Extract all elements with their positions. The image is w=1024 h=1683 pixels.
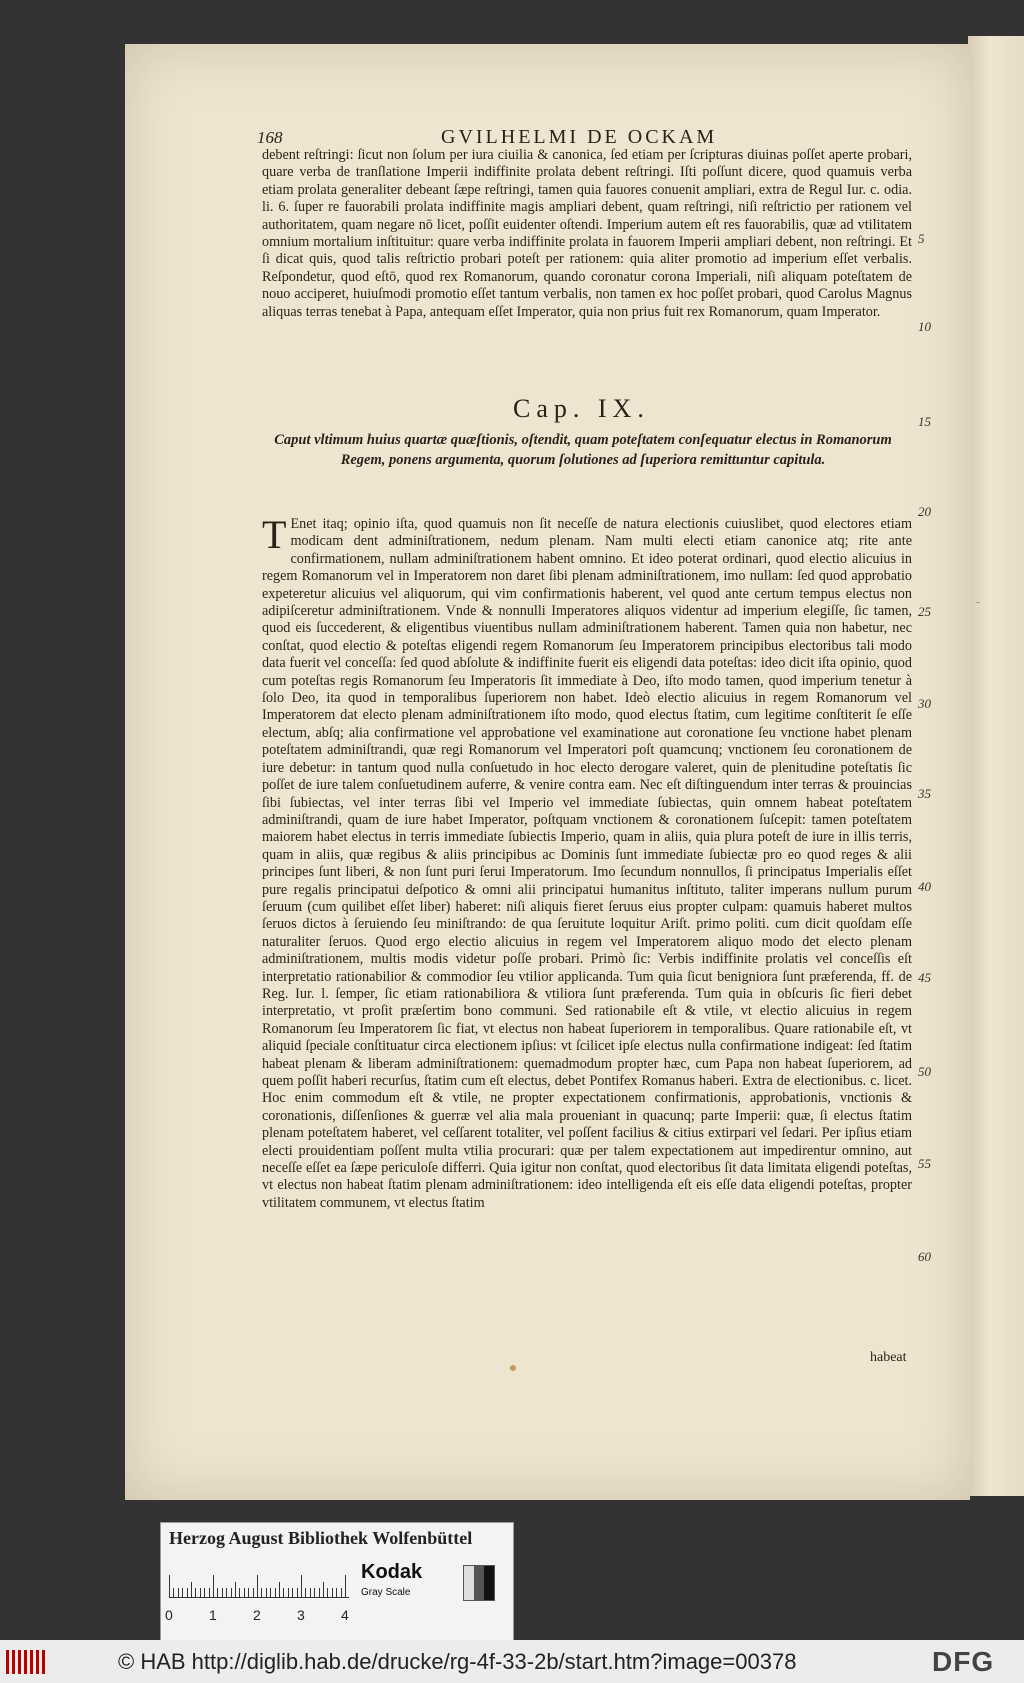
ruler-tick: [195, 1588, 196, 1597]
ruler-tick: [173, 1588, 174, 1597]
kodak-label: Kodak: [361, 1561, 423, 1583]
ruler-tick: [204, 1588, 205, 1597]
line-number: 60: [918, 1249, 931, 1264]
ruler-tick: [341, 1588, 342, 1597]
ruler-tick: [248, 1588, 249, 1597]
line-number: 55: [918, 1156, 931, 1171]
ruler-tick: [235, 1582, 236, 1597]
line-number: 20: [918, 504, 931, 519]
ruler-tick: [178, 1588, 179, 1597]
ruler-tick: [297, 1588, 298, 1597]
ruler-tick: [305, 1588, 306, 1597]
ruler-tick: [191, 1582, 192, 1597]
line-number: 45: [918, 970, 931, 985]
gray-patches: [463, 1565, 495, 1601]
ruler-number: 3: [297, 1607, 305, 1623]
drop-cap: T: [262, 512, 287, 557]
ruler-tick: [301, 1575, 302, 1597]
ruler-tick: [209, 1588, 210, 1597]
ruler-tick: [336, 1588, 337, 1597]
page-number: 168: [257, 128, 283, 147]
ruler-tick: [332, 1588, 333, 1597]
ruler-tick: [231, 1588, 232, 1597]
ruler-tick: [345, 1575, 346, 1597]
ruler-tick: [182, 1588, 183, 1597]
page-blemish: [510, 1365, 516, 1371]
ruler-tick: [213, 1575, 214, 1597]
ruler-number: 1: [209, 1607, 217, 1623]
ruler-tick: [314, 1588, 315, 1597]
line-number: 5: [918, 231, 925, 246]
ruler-tick: [169, 1575, 170, 1597]
footer-url[interactable]: © HAB http://diglib.hab.de/drucke/rg-4f-33-2b/start.htm?image=00378: [118, 1649, 797, 1674]
library-color-card: [160, 1522, 514, 1650]
ruler-tick: [244, 1588, 245, 1597]
ruler-tick: [200, 1588, 201, 1597]
ruler-tick: [310, 1588, 311, 1597]
ruler-tick: [239, 1588, 240, 1597]
ruler-tick: [222, 1588, 223, 1597]
line-number: 50: [918, 1064, 931, 1079]
chapter-text: [262, 512, 912, 1212]
ruler-tick: [279, 1582, 280, 1597]
chapter-summary: Caput vltimum huius quartæ quæſtionis, oſtendit, quam poteſtatem conſequatur electus in Romanorum Regem, ponens argumenta, quorum ſolutiones ad ſuperiora remittuntur capitula.: [274, 432, 892, 468]
ruler-tick: [283, 1588, 284, 1597]
ruler-tick: [275, 1588, 276, 1597]
barcode-icon: [6, 1650, 46, 1674]
ruler-tick: [187, 1588, 188, 1597]
facing-page-edge: [968, 36, 1024, 1496]
line-number: 40: [918, 879, 931, 894]
facing-page-mark: -: [976, 596, 980, 608]
ruler-tick: [257, 1575, 258, 1597]
ruler-tick: [292, 1588, 293, 1597]
line-number: 15: [918, 414, 931, 429]
chapter-text-body: Enet itaq; opinio iſta, quod quamuis non ſit neceſſe de natura electionis cuiuslibet, quod electores etiam modicam dent adminiſtrationem, nedum plenam. Nam multi electi etiam canonice atq; rite ante confirmationem, nullam adminiſtrationem habent omnino. Et ideo poterat ordinari, quod electio alicuius in regem Romanorum vel in Imperatorem non daret ſibi plenam adminiſtrationem, imo nullam: ſed quod approbatio expeteretur alicuius vel aliquorum, qui vim confirmationis haberent, vel quod ante certum tempus electus non adipiſceretur adminiſtrationem. Vnde & nonnulli Imperatores aliquos videntur ad imperium elegiſſe, ſic tamen, quod eis ſuccederent, & eligentibus viuentibus nullam adminiſtrationem haberent. Tamen quia non habetur, nec conſtat, quod electio & poteſtas eligendi regem Romanorum ſeu Imperatorem principibus electoribus tali modo data fuerit vel conceſſa: ſed quod abſolute & indiffinite fuerit eis eligendi data poteſtas: ideo dicit iſta opinio, quod cum poteſtas regis Romanorum ſeu Imperatoris ſit immediate à Deo, iſto modo tamen, quod imperium tenetur à ſolo Deo, ita quod in temporalibus ſuperiorem non habet. Ideò electio alicuius in regem Romanorum vel Imperatorem dat electo plenam adminiſtrationem iſto modo, quod electus ſtatim, cum legitime conſtiterit ſe eſſe electum, abſq; alia confirmatione vel approbatione vel examinatione aut coronatione ſeu vnctione habet plenam poteſtatem adminiſtrandi, quæ regi Romanorum vel Imperatori poſt quamcunq; vnctionem ſeu coronationem de iure debetur: in tantum quod nulla conſuetudo in hoc electo derogare valeret, quin de plenitudine poteſtatis ſic poſſet de iure talem conſuetudinem auferre, & venire contra eam. Nec eſt diſtinguendum inter terras & prouincias ſibi ſubiectas, vel inter terras ſibi vel Imperio vel immediate ſubiectas, quin omnem habeat poteſtatem adminiſtrandi, quam de iure habet Imperator, poſtquam vnctionem & coronationem ſuſcepit: tamen poteſtatem maiorem habet electus in terris immediate ſubiectis Imperio, quam in aliis, quia plura poteſt de iure in illis terris, quam in aliis, quæ regibus & aliis principibus ac Dominis ſunt immediate ſubiectæ pro eo quod reges & alii principes ſunt liberi, & non ſunt puri ſerui Imperatorum. Imo ſecundum nonnullos, ſi principatus Imperialis eſſet pure regalis principatui deſpotico & omni alii principatui humanitus inſtituto, taliter imperans nullum purum ſeruum (cum quilibet eſſet liber) haberet: niſi aliquis fieret ſeruus eius propter culpam: quamuis haberet multos ſeruos dictos à ſeruiendo ſeu miniſtrando: de qua ſeruitute loquitur Ariſt. primo politi. cum dicit quoſdam eſſe naturaliter ſeruos. Quod ergo electio alicuius in regem vel Imperatorem aliquo modo det electo plenam adminiſtrationem, multis modis videtur poſſe probari. Primò ſic: Verbis indiffinite prolatis vel conceſſis eſt interpretatio rationabilior & commodior ſeu vtilior applicanda. Tum quia ſicut benigniora ſunt præferenda, ff. de Reg. Iur. l. ſemper, ſic etiam rationabiliora & vtiliora ſunt præferenda. Tum quia in obſcuris ſic fieri debet interpretatio, vt proſit præſertim bono communi. Sed rationabile eſt & vtile, vt electio alicuius in regem Romanorum ſeu Imperatorem ſic fiat, vt electus non habeat ſuperiorem in temporalibus. Quare rationabile eſt, vt aliquid ſpeciale conſtituatur circa electionem ipſius: vt ſcilicet ipſe electus nulla confirmatione indigeat: ſed ſtatim habeat plenam & liberam adminiſtrationem: quemadmodum propter hæc, cum Papa non habeat ſuperiorem, ad quem poſſit haberi recurſus, ſtatim cum eſt electus, debet Pontifex Romanus haberi. Extra de electionibus. c. licet. Hoc enim commodum eſt & vtile, ne propter expectationem confirmationis, approbationis, vnctionis & coronationis, diſſenſiones & guerræ vel alia mala proueniant in quacunq; parte Imperii: quæ, ſi electus ſtatim plenam poteſtatem haberet, vel ceſſarent totaliter, vel poſſent facilius & citius extirpari vel ſedari. Per ipſius etiam electi prouidentiam poſſent multa vtilia procurari: quæ per talem expectationem aut impedirentur omnino, aut neceſſe eſſet ea ſæpe periculoſe differri. Quia igitur non conſtat, quod electoribus ſit data limitata eligendi poteſtas, vt electus non habeat ſtatim plenam adminiſtrationem: ideo intelligenda eſt eis eſſe data eligendi poteſtas, propter vtilitatem communem, vt electus ſtatim: [262, 516, 912, 1211]
dfg-logo: DFG: [932, 1646, 995, 1677]
ruler-number: 0: [165, 1607, 173, 1623]
kodak-sub-label: Gray Scale: [361, 1587, 411, 1598]
ruler-tick: [288, 1588, 289, 1597]
footer-bar: [0, 1640, 1024, 1683]
line-number: 35: [918, 786, 931, 801]
ruler-tick: [226, 1588, 227, 1597]
header-title: GVILHELMI DE OCKAM: [441, 126, 718, 148]
paragraph-continuation: debent reſtringi: ſicut non ſolum per iura ciuilia & canonica, ſed etiam per ſcripturas diuinas poſſet aperte probari, quare verba de tranſlatione Imperii indiffinite prolata debent reſtringi. Iſti poſſunt dicere, quod quamuis verba etiam prolata generaliter debeant ſæpe reſtringi, tamen quia fauores conuenit ampliari, extra de Regul Iur. c. odia. li. 6. ſuper re fauorabili prolata indiffinite magis ampliari debent, quam reſtringi, niſi reſtrictio per rationem vel authoritatem, quam negare nō licet, poſſit euidenter oſtendi. Imperium autem eſt res fauorabilis, quæ ad vtilitatem omnium mortalium inſtituitur: quare verba indiffinite prolata in fauorem Imperii ampliari debent, non reſtringi. Et ſi dicat quis, quod talis reſtrictio probari poteſt per rationem: quia aliter promotio ad imperium eſſet verbalis. Reſpondetur, quod eſtō, quod rex Romanorum, quando coronatur corona Imperiali, niſi aliquam poteſtatem de nouo acciperet, huiuſmodi promotio eſſet tantum verbalis, non tamen ex hoc poſſet probari, quod Carolus Magnus aliquas terras tenebat à Papa, antequam eſſet Imperator, quia non prius fuit rex Romanorum, quam Imperator.: [262, 147, 912, 320]
measurement-ruler: [169, 1561, 349, 1598]
ruler-number: 4: [341, 1607, 349, 1623]
ruler-number: 2: [253, 1607, 261, 1623]
ruler-tick: [327, 1588, 328, 1597]
ruler-tick: [266, 1588, 267, 1597]
line-number: 25: [918, 604, 931, 619]
ruler-tick: [323, 1582, 324, 1597]
ruler-tick: [261, 1588, 262, 1597]
ruler-tick: [253, 1588, 254, 1597]
library-name: Herzog August Bibliothek Wolfenbüttel: [169, 1528, 473, 1548]
catchword: habeat: [870, 1350, 907, 1365]
book-page: [125, 44, 970, 1500]
kodak-gray-scale: [359, 1561, 499, 1603]
ruler-tick: [270, 1588, 271, 1597]
ruler-tick: [319, 1588, 320, 1597]
chapter-heading: Cap. IX.: [513, 394, 650, 423]
line-number: 10: [918, 319, 931, 334]
ruler-tick: [217, 1588, 218, 1597]
line-number: 30: [918, 696, 931, 711]
